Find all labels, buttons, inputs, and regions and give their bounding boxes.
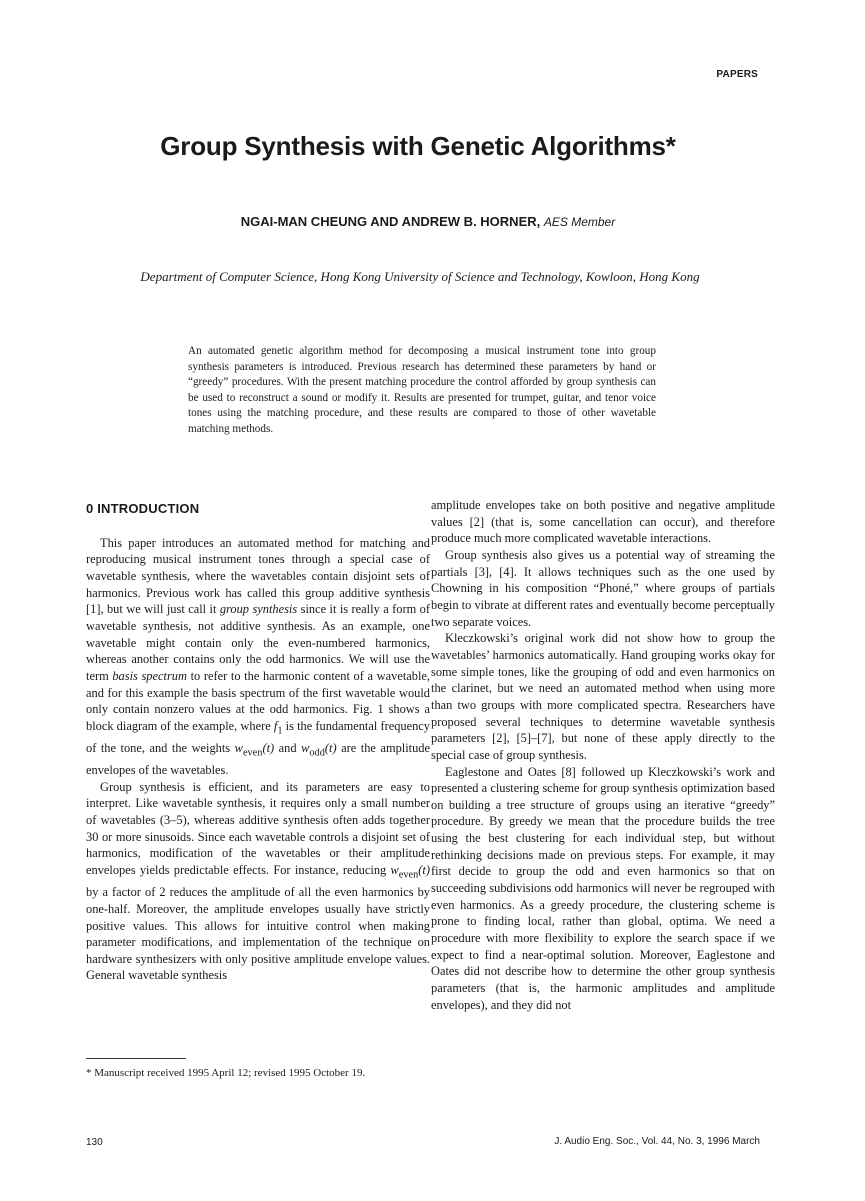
- affiliation: Department of Computer Science, Hong Kong University of Science and Technology, Kowloon, Hong Kong: [140, 269, 700, 284]
- symbol-f: f: [273, 718, 278, 733]
- author-names: NGAI-MAN CHEUNG AND ANDREW B. HORNER,: [240, 214, 541, 229]
- symbol-w: w: [301, 741, 310, 755]
- symbol-subscript: even: [242, 747, 263, 759]
- right-column: [431, 497, 775, 1013]
- text-run: by a factor of 2 reduces the amplitude of all the even harmonics by one-half. Moreover, the amplitude envelopes usually have strictly positive values. This allows for intuitive control when making parameter modifications, and implementation of the technique on hardware synthesizers with only positive amplitude envelope values. General wavetable synthesis: [86, 885, 430, 983]
- abstract: An automated genetic algorithm method for decomposing a musical instrument tone into group synthesis parameters is introduced. Previous research has determined these parameters by hand or “greedy” procedures. With the present matching procedure the control afforded by group synthesis can be used to reconstruct a sound or modify it. Results are presented for trumpet, guitar, and tenor voice tones using the matching procedure, and these results are compared to those of other wavetable matching methods.: [188, 345, 656, 435]
- text-run: This paper introduces an automated method for matching and reproducing musical instrument tones through a special case of wavetable synthesis, where the wavetables contain disjoint sets of harmonics. Previous work has called this group additive synthesis [1], but we will just call it: [86, 535, 430, 617]
- symbol-arg: (t): [324, 741, 337, 755]
- footnote: * Manuscript received 1995 April 12; revised 1995 October 19.: [86, 1067, 366, 1079]
- symbol-arg: (t): [262, 741, 275, 755]
- left-column: [86, 499, 430, 984]
- symbol-subscript: odd: [309, 747, 325, 759]
- symbol-w: w: [390, 863, 399, 878]
- section-heading: 0 INTRODUCTION: [86, 501, 200, 516]
- intro-paragraph-6: Eaglestone and Oates [8] followed up Kleczkowski’s work and presented a clustering scheme for group synthesis optimization based on building a tree structure of groups using an iterative “greedy” procedure. By greedy we mean that the procedure builds the tree using the best clustering for each individual step, but without rethinking decisions made on previous steps. For example, it may first decide to group the odd and even harmonics so that on succeeding subdivisions odd harmonics will never be regrouped with even harmonics. As a greedy procedure, the clustering scheme is prone to finding local, rather than global, optima. We need a procedure with more flexibility to explore the search space if we expect to find a near-optimal solution. Moreover, Eaglestone and Oates did not describe how to determine the other group synthesis parameters (that is, the harmonic amplitudes and amplitude envelopes), and they did not: [431, 764, 775, 1012]
- footnote-rule: [86, 1058, 186, 1059]
- text-run: Group synthesis is efficient, and its parameters are easy to interpret. Like wavetable synthesis, it requires only a small number of wavetables (3–5), whereas additive synthesis often adds together 30 or more sinusoids. Since each wavetable controls a disjoint set of harmonics, modification of the wavetables or their amplitude envelopes yields predictable effects. For instance, reducing: [86, 779, 430, 878]
- author-membership: AES Member: [543, 215, 616, 229]
- intro-paragraph-5: Kleczkowski’s original work did not show how to group the wavetables’ harmonics automatically. Hand grouping works okay for some simple tones, like the grouping of odd and even harmonics on the clarinet, but we need an automated method when using more than two groups with more complicated spectra. Researchers have proposed several techniques to determine wavetable synthesis parameters [2], [5]–[7], but none of these apply directly to the special case of group synthesis.: [431, 631, 775, 762]
- symbol-subscript: even: [398, 869, 419, 881]
- term-group-synthesis: group synthesis: [219, 602, 298, 617]
- symbol-subscript: 1: [277, 725, 283, 737]
- term-basis-spectrum: basis spectrum: [112, 668, 187, 683]
- intro-paragraph-3: amplitude envelopes take on both positive and negative amplitude values [2] (that is, some cancellation can occur), and therefore produce much more complicated wavetable interactions.: [431, 498, 775, 546]
- section-tag: PAPERS: [716, 69, 758, 80]
- symbol-arg: (t): [418, 863, 430, 878]
- paper-title: Group Synthesis with Genetic Algorithms*: [160, 131, 676, 161]
- text-run: is the fundamental frequency of the tone, and the weights: [86, 718, 430, 755]
- text-run: are the amplitude envelopes of the wavetables.: [86, 741, 430, 778]
- text-run: and: [274, 741, 302, 755]
- text-run: since it is really a form of wavetable synthesis, not additive synthesis. As an example, one wavetable might contain only the even-numbered harmonics, whereas another contains only the odd harmonics. We will use the term: [86, 602, 430, 683]
- intro-paragraph-4: Group synthesis also gives us a potential way of streaming the partials [3], [4]. It allows techniques such as the one used by Chowning in his composition “Phoné,” where groups of partials begin to vibrate at different rates and eventually become perceptually two separate voices.: [431, 547, 775, 629]
- journal-citation: J. Audio Eng. Soc., Vol. 44, No. 3, 1996 March: [554, 1136, 760, 1147]
- text-run: to refer to the harmonic content of a wavetable, and for this example the basis spectrum of the first wavetable would only contain nonzero values at the odd harmonics. Fig. 1 shows a block diagram of the example, where: [86, 668, 430, 733]
- intro-paragraph-1: [86, 535, 430, 779]
- symbol-w: w: [234, 741, 243, 755]
- page-number: 130: [86, 1137, 103, 1148]
- intro-paragraph-2: [86, 779, 430, 984]
- author-line: [0, 214, 856, 229]
